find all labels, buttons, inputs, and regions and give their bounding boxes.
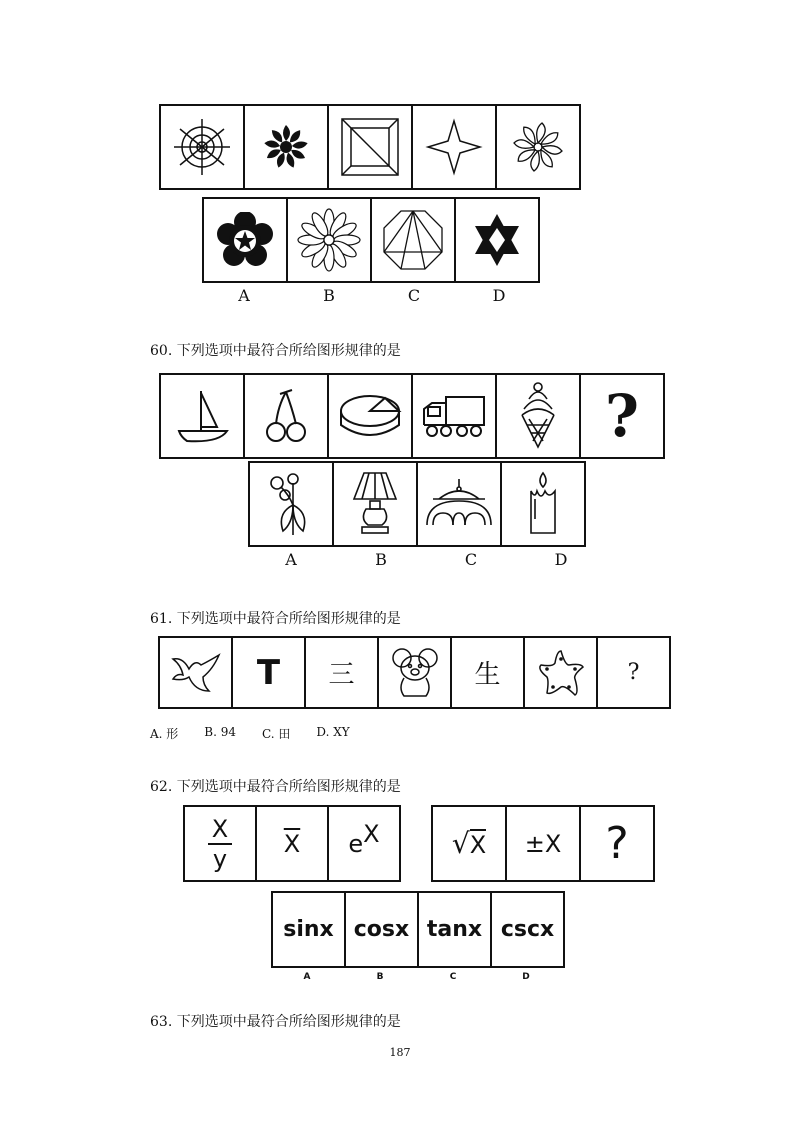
- q59-label-c: C: [407, 286, 421, 305]
- exp-superscript: X: [363, 819, 380, 848]
- q61-option-d[interactable]: D. XY: [316, 725, 350, 739]
- koala-icon: [390, 646, 440, 700]
- q61-option-b[interactable]: B. 94: [204, 725, 237, 739]
- q59-option-a[interactable]: [202, 197, 288, 283]
- q59-options-row: [202, 197, 540, 283]
- q60-cell-4: [411, 373, 497, 459]
- q59-cell-2: [243, 104, 329, 190]
- q59-option-d[interactable]: [454, 197, 540, 283]
- q62-options-row: [271, 891, 565, 968]
- q60-question-row: [159, 373, 665, 459]
- dome-pavilion-icon: [423, 477, 495, 531]
- bird-icon: [169, 651, 223, 695]
- q62-label-b: B: [376, 972, 384, 982]
- q59-option-b[interactable]: [286, 197, 372, 283]
- leaf-flower-icon: [297, 208, 361, 272]
- q60-option-b[interactable]: [332, 461, 418, 547]
- octagon-lines-icon: [381, 208, 445, 272]
- swirl-flower-icon: [260, 121, 312, 173]
- q61-cell-1: [158, 636, 233, 709]
- q61-cell-4: [377, 636, 452, 709]
- exp-base: e: [348, 829, 364, 858]
- q61-options: [150, 725, 376, 742]
- four-point-star-icon: [424, 117, 484, 177]
- q62-label-a: A: [303, 972, 311, 982]
- question-mark: ?: [627, 660, 640, 685]
- q62-option-d[interactable]: [490, 891, 565, 968]
- q60-label-c: C: [464, 550, 478, 569]
- black-hexagram-icon: [467, 210, 527, 270]
- q62-cell-plusminus: [505, 805, 581, 882]
- candle-icon: [523, 469, 563, 539]
- black-flower-star-icon: [217, 212, 273, 268]
- q60-options-row: [248, 461, 586, 547]
- q60-cell-2: [243, 373, 329, 459]
- q60-label-b: B: [375, 550, 387, 569]
- q62-question-row-left: [183, 805, 401, 882]
- q59-cell-5: [495, 104, 581, 190]
- q61-question-row: [158, 636, 671, 709]
- q61-option-a[interactable]: A. 形: [150, 727, 179, 741]
- truck-icon: [420, 393, 488, 439]
- q62-label-d: D: [522, 972, 530, 982]
- table-lamp-icon: [348, 469, 402, 539]
- q61-cell-3: [304, 636, 379, 709]
- q61-title: 61. 下列选项中最符合所给图形规律的是: [150, 611, 401, 627]
- plus-minus-x: ±X: [524, 829, 562, 858]
- option-cosx: cosx: [353, 917, 410, 942]
- sqrt-argument: X: [469, 830, 487, 859]
- q62-cell-sqrt: [431, 805, 507, 882]
- q60-title: 60. 下列选项中最符合所给图形规律的是: [150, 343, 401, 359]
- q60-option-a[interactable]: [248, 461, 334, 547]
- q61-cell-5: [450, 636, 525, 709]
- q62-label-c: C: [449, 972, 457, 982]
- q59-cell-4: [411, 104, 497, 190]
- q60-cell-1: [159, 373, 245, 459]
- q60-option-d[interactable]: [500, 461, 586, 547]
- q59-cell-1: [159, 104, 245, 190]
- q61-cell-question: [596, 636, 671, 709]
- q62-title: 62. 下列选项中最符合所给图形规律的是: [150, 779, 401, 795]
- q63-title: 63. 下列选项中最符合所给图形规律的是: [150, 1014, 401, 1030]
- nested-square-icon: [339, 116, 401, 178]
- q60-cell-5: [495, 373, 581, 459]
- fraction-denominator: y: [212, 844, 228, 873]
- q62-option-a[interactable]: [271, 891, 346, 968]
- pinwheel-flower-icon: [510, 119, 566, 175]
- ice-cream-cone-icon: [513, 381, 563, 451]
- option-cscx: cscx: [500, 917, 555, 942]
- q61-option-c[interactable]: C. 田: [262, 727, 291, 741]
- q60-cell-question: [579, 373, 665, 459]
- q60-label-a: A: [285, 550, 297, 569]
- q61-cell-6: [523, 636, 598, 709]
- q60-label-d: D: [554, 550, 568, 569]
- q62-question-row-right: [431, 805, 655, 882]
- sqrt-sign: √: [451, 827, 470, 860]
- flower-berries-icon: [263, 471, 319, 537]
- q59-label-d: D: [492, 286, 506, 305]
- q61-cell-2: [231, 636, 306, 709]
- q62-cell-fraction: [183, 805, 257, 882]
- dotted-star-icon: [535, 647, 587, 699]
- q60-cell-3: [327, 373, 413, 459]
- q59-label-a: A: [238, 286, 250, 305]
- question-mark: ?: [605, 818, 629, 869]
- cherry-icon: [258, 386, 314, 446]
- overline-x: $\overline{X}$: [283, 829, 301, 858]
- q59-question-row: [159, 104, 581, 190]
- char-sheng: 生: [474, 660, 501, 690]
- char-san: 三: [328, 660, 355, 690]
- page-number: 187: [389, 1046, 411, 1059]
- q62-option-b[interactable]: [344, 891, 419, 968]
- q62-cell-overline: [255, 805, 329, 882]
- sailboat-icon: [171, 385, 233, 447]
- option-tanx: tanx: [426, 917, 483, 942]
- q62-cell-exponent: [327, 805, 401, 882]
- option-sinx: sinx: [283, 917, 334, 942]
- q62-cell-question: [579, 805, 655, 882]
- cheese-wheel-icon: [337, 389, 403, 443]
- q60-option-c[interactable]: [416, 461, 502, 547]
- question-mark: ?: [605, 382, 639, 450]
- spoked-wheel-icon: [172, 117, 232, 177]
- q59-cell-3: [327, 104, 413, 190]
- letter-t: T: [256, 652, 281, 693]
- q62-option-c[interactable]: [417, 891, 492, 968]
- q59-option-c[interactable]: [370, 197, 456, 283]
- q59-label-b: B: [323, 286, 335, 305]
- fraction-numerator: X: [211, 814, 229, 843]
